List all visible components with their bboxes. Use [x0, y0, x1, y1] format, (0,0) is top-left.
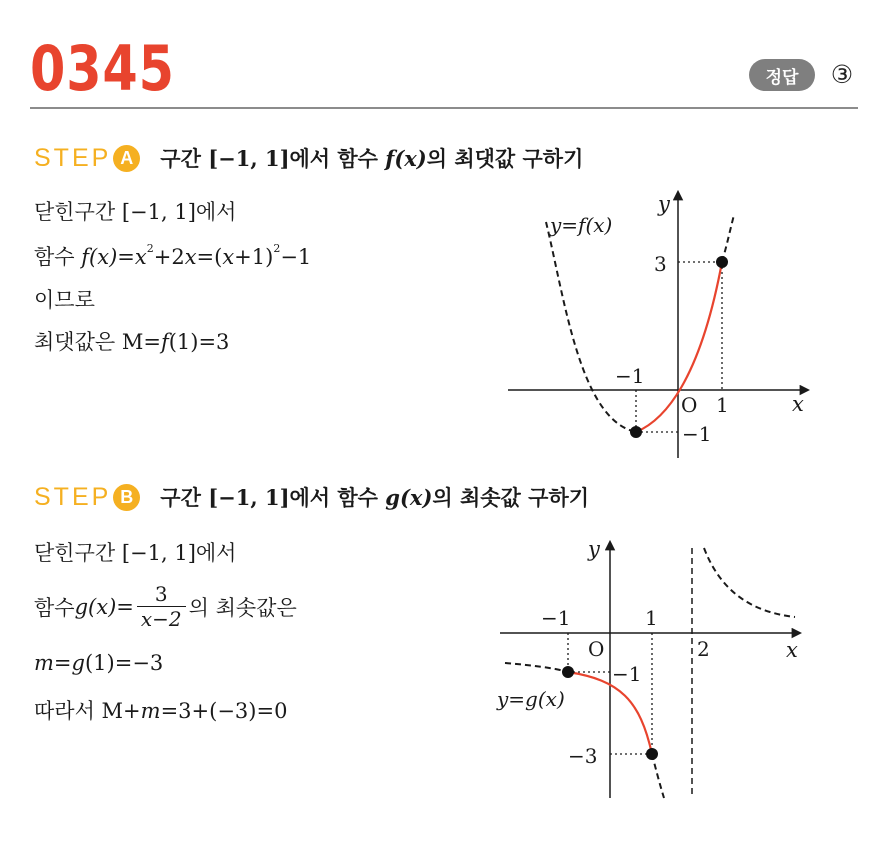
tick-label-1: 1	[716, 393, 729, 417]
step-a-title: 구간 [−1, 1]에서 함수 f(x)의 최댓값 구하기	[160, 146, 584, 171]
origin-label: O	[681, 393, 698, 417]
tick-label-neg1-x: −1	[615, 364, 645, 388]
f-curve-right-dashed	[722, 215, 734, 262]
max-point	[716, 256, 728, 268]
step-b-letter-icon: B	[113, 484, 140, 511]
step-a-label: STEP	[34, 143, 112, 172]
tick-label-3: 3	[654, 252, 667, 276]
tick-label-neg1-y: −1	[682, 422, 712, 446]
header-divider	[30, 107, 858, 109]
graph-g	[490, 530, 820, 810]
step-b-line-2: 함수 g (x) = $\frac{3}{x-2}$ 의 최솟값은	[34, 582, 297, 631]
step-a-line-4: 최댓값은 M=f(1)=3	[34, 330, 230, 354]
fraction	[137, 582, 186, 631]
step-a-line-2: 함수 $f(x)=x^2+2x=(x+1)^2-1$	[34, 242, 312, 269]
f-curve-highlight	[636, 262, 722, 432]
f-curve-left-dashed	[546, 222, 636, 432]
curve-label-g: y=g(x)	[497, 687, 565, 711]
graph-f	[490, 180, 820, 465]
y-axis-label: y	[588, 537, 600, 561]
x-axis-label: x	[786, 638, 798, 662]
step-b-title: 구간 [−1, 1]에서 함수 g(x)의 최솟값 구하기	[160, 485, 590, 510]
problem-number: 0345	[30, 32, 175, 105]
min-point	[630, 426, 642, 438]
step-b-label: STEP	[34, 482, 112, 511]
step-b-line-1: 닫힌구간 [−1, 1]에서	[34, 541, 237, 565]
x-axis-label: x	[792, 392, 804, 416]
step-a-letter-icon: A	[113, 145, 140, 172]
y-axis-label: y	[658, 192, 670, 216]
g-curve-right-branch	[704, 548, 795, 617]
tick-label-neg1-x: −1	[541, 606, 571, 630]
fraction-numerator: 3	[154, 582, 168, 606]
g-curve-left-dashed	[505, 663, 568, 672]
tick-label-1: 1	[645, 606, 658, 630]
g-curve-lower-dashed	[652, 754, 664, 798]
min-point	[646, 748, 658, 760]
step-b-heading	[34, 480, 589, 514]
step-b-line-3: m=g(1)=−3	[34, 651, 164, 675]
answer-value: ③	[830, 60, 854, 89]
step-a-line-1: 닫힌구간 [−1, 1]에서	[34, 200, 237, 224]
step-a-line-3: 이므로	[34, 288, 95, 312]
tick-label-neg1-y: −1	[612, 662, 642, 686]
left-endpoint	[562, 666, 574, 678]
fraction-denominator: x−2	[137, 606, 186, 631]
origin-label: O	[588, 637, 605, 661]
step-a-heading	[34, 141, 583, 175]
tick-label-2: 2	[697, 637, 710, 661]
step-b-line-4: 따라서 M+m=3+(−3)=0	[34, 699, 288, 723]
answer-badge: 정답	[749, 59, 815, 91]
curve-label-f: y=f(x)	[550, 213, 613, 237]
tick-label-neg3-y: −3	[568, 744, 598, 768]
